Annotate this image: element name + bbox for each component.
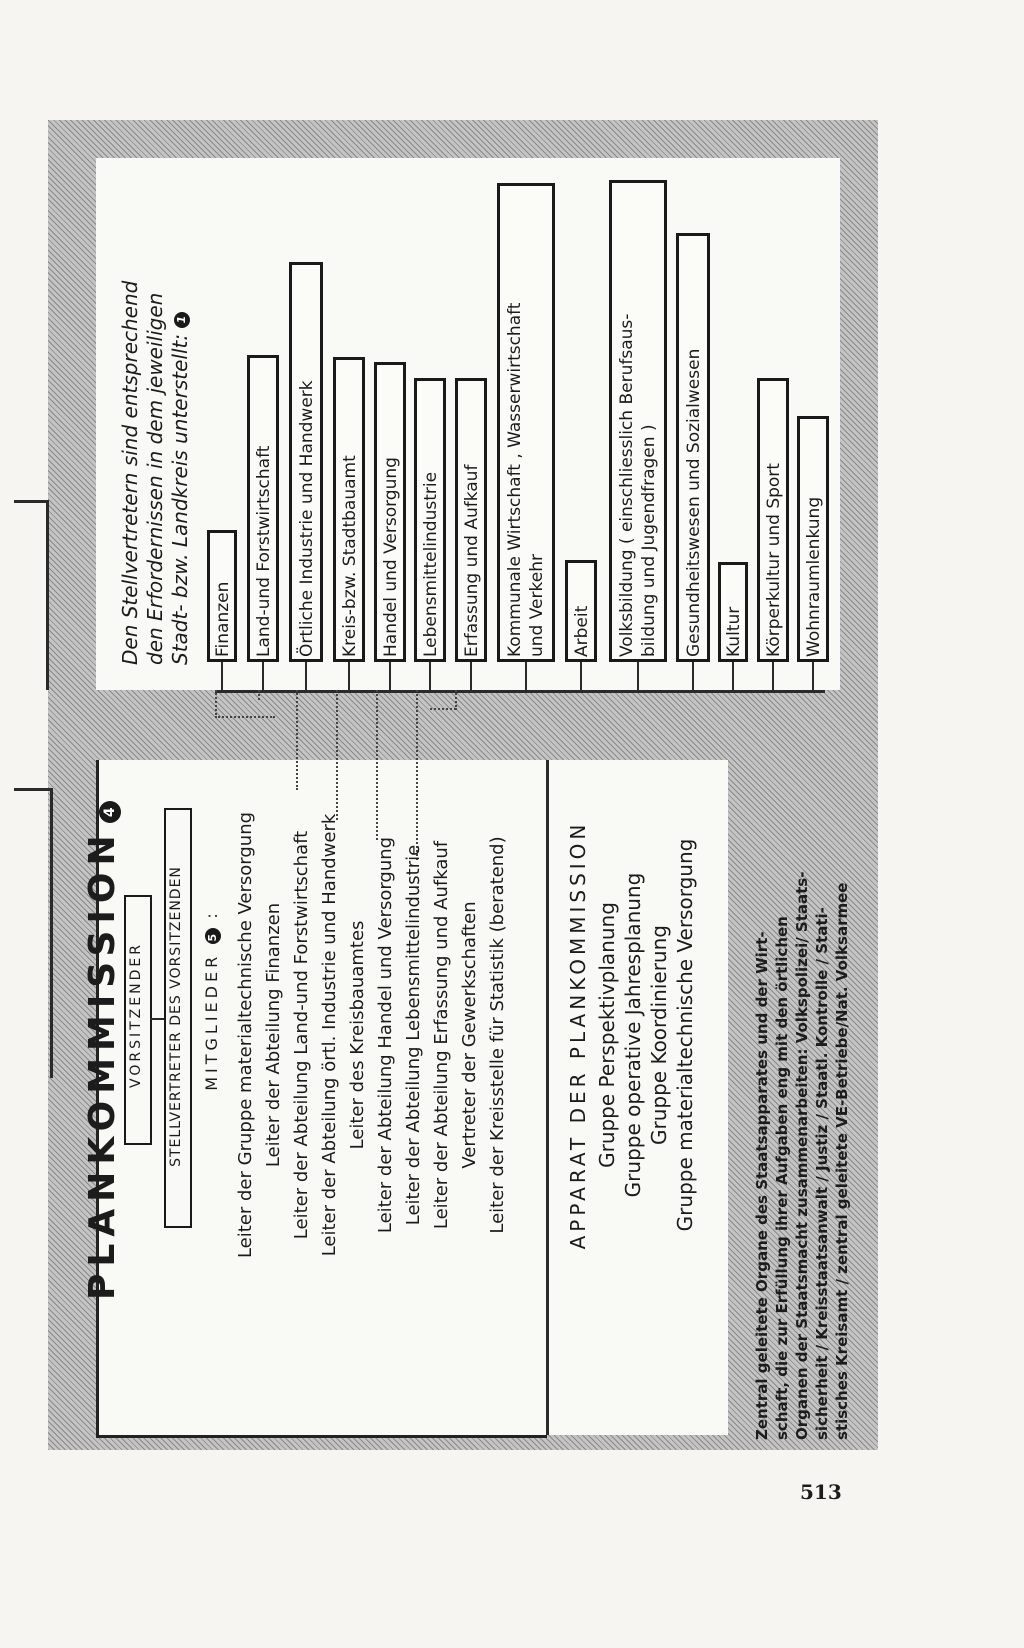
member-8: Leiter der Abteilung Erfassung und Aufkauf [431, 840, 452, 1230]
department-box [247, 355, 279, 662]
department-box [289, 262, 323, 662]
department-connector [429, 662, 431, 690]
footnote [752, 760, 852, 1440]
department-label-line-1: Gesundheitswesen und Sozialwesen [684, 348, 704, 657]
department-label-line-1: Wohnraumlenkung [804, 496, 824, 657]
mitglieder-marker: 5 [205, 928, 221, 944]
department-label [210, 533, 238, 665]
connector-top-h [14, 500, 48, 503]
department-label [800, 419, 829, 665]
department-label-line-2: bildung und Jugendfragen ) [639, 424, 659, 657]
plankommission-heading [82, 780, 123, 1300]
department-label [500, 186, 552, 665]
vorsitzender-text [128, 900, 144, 1130]
dotted-link-1h [215, 716, 275, 718]
connector-mid-h [14, 788, 52, 791]
department-connector [389, 662, 391, 690]
member-3: Leiter der Abteilung Land-und Forstwirtschaft [291, 830, 312, 1240]
department-label [250, 358, 279, 665]
department-label [612, 183, 664, 665]
department-box [374, 362, 406, 662]
intro-line-1: Den Stellvertretern sind entsprechend [118, 280, 142, 665]
department-box [676, 233, 710, 662]
department-box [797, 416, 829, 662]
department-label-line-1: Kommunale Wirtschaft , Wasserwirtschaft [505, 302, 525, 657]
department-box [757, 378, 789, 662]
department-label-line-2: und Verkehr [527, 554, 547, 657]
department-connector [580, 662, 582, 690]
apparat-block [562, 785, 698, 1285]
members-list [232, 785, 512, 1285]
department-connector [637, 662, 639, 690]
department-connector [772, 662, 774, 690]
department-box [414, 378, 446, 662]
department-label [458, 381, 487, 665]
dotted-link-3 [296, 690, 298, 790]
intro-marker: 1 [174, 312, 190, 328]
department-label-line-1: Land-und Forstwirtschaft [254, 445, 274, 657]
footnote-line-2: schaft, die zur Erfüllung ihrer Aufgaben eng mit den örtlichen [773, 916, 791, 1440]
department-bus [215, 690, 825, 693]
department-connector [812, 662, 814, 690]
member-2: Leiter der Abteilung Finanzen [263, 902, 284, 1168]
member-1: Leiter der Gruppe materialtechnische Versorgung [235, 811, 256, 1259]
apparat-item-2: Gruppe operative Jahresplanung [621, 872, 645, 1198]
member-5: Leiter des Kreisbauamtes [347, 920, 368, 1150]
mitglieder-label: MITGLIEDER [202, 952, 221, 1091]
apparat-title: APPARAT DER PLANKOMMISSION [566, 820, 590, 1250]
department-box [455, 378, 487, 662]
department-label-line-1: Volksbildung ( einschliesslich Berufsaus- [617, 313, 637, 657]
department-connector [348, 662, 350, 690]
department-label-line-1: Erfassung und Aufkauf [462, 464, 482, 657]
department-label-line-1: Kultur [724, 606, 744, 657]
mitglieder-heading: MITGLIEDER 5 : [202, 909, 221, 1091]
department-box [718, 562, 748, 662]
department-label-line-1: Arbeit [572, 605, 592, 657]
footnote-line-1: Zentral geleitete Organe des Staatsapparates und der Wirt- [753, 931, 771, 1440]
plankommission-title: PLANKOMMISSION [82, 828, 123, 1300]
apparat-item-4: Gruppe materialtechnische Versorgung [673, 838, 697, 1232]
intro-line-2: den Erfordernissen in dem jeweiligen [143, 292, 167, 665]
member-9: Vertreter der Gewerkschaften [459, 901, 480, 1169]
department-connector [262, 662, 264, 690]
department-label [568, 563, 597, 665]
department-label-line-1: Finanzen [213, 581, 233, 657]
page-number: 513 [800, 1480, 842, 1504]
connector-mid-v [50, 788, 53, 1078]
department-label [336, 360, 365, 665]
department-box [333, 357, 365, 662]
department-connector [305, 662, 307, 690]
member-10: Leiter der Kreisstelle für Statistik (beratend) [487, 836, 508, 1234]
dotted-link-2 [258, 690, 260, 700]
apparat-item-1: Gruppe Perspektivplanung [595, 902, 619, 1168]
department-box [207, 530, 237, 662]
plankommission-divider [546, 760, 549, 1435]
footnote-line-5: stisches Kreisamt / zentral geleitete VE-Betriebe/Nat. Volksarmee [833, 882, 851, 1440]
department-box [609, 180, 667, 662]
stellvertreter-label: STELLVERTRETER DES VORSITZENDEN [168, 866, 184, 1167]
member-6: Leiter der Abteilung Handel und Versorgung [375, 836, 396, 1234]
department-label [721, 565, 749, 665]
apparat-item-3: Gruppe Koordinierung [647, 925, 671, 1145]
department-label-line-1: Körperkultur und Sport [764, 463, 784, 657]
department-connector [525, 662, 527, 690]
intro-text [118, 215, 193, 665]
plankommission-marker: 4 [99, 801, 121, 823]
department-box [497, 183, 555, 662]
department-connector [470, 662, 472, 690]
department-connector [732, 662, 734, 690]
department-connector [221, 662, 223, 690]
department-label [292, 265, 322, 665]
department-label-line-1: Lebensmittelindustrie [421, 471, 441, 657]
member-7: Leiter der Abteilung Lebensmittelindustrie [403, 844, 424, 1226]
department-label [679, 236, 709, 665]
department-box [565, 560, 597, 662]
dotted-link-7h [430, 708, 456, 710]
department-label-line-1: Kreis-bzw. Stadtbauamt [340, 455, 360, 657]
department-label [377, 365, 406, 665]
intro-line-3: Stadt- bzw. Landkreis unterstellt: [168, 333, 192, 665]
footnote-line-3: Organen der Staatsmacht zusammenarbeiten: Volkspolizei/ Staats- [793, 871, 811, 1440]
intro-line-3-wrap [168, 215, 193, 665]
footnote-line-4: sicherheit / Kreisstaatsanwalt / Justiz / Staatl. Kontrolle / Stati- [813, 907, 831, 1440]
department-connector [692, 662, 694, 690]
dotted-link-7 [455, 690, 457, 710]
department-label [417, 381, 446, 665]
department-label-line-1: Handel und Versorgung [381, 457, 401, 657]
department-label-line-1: Örtliche Industrie und Handwerk [297, 380, 317, 657]
department-label [760, 381, 789, 665]
dotted-link-1 [215, 690, 217, 718]
stellvertreter-text [168, 819, 184, 1214]
vorsitzender-label: VORSITZENDER [128, 942, 144, 1088]
connector-top-v [46, 500, 49, 690]
member-4: Leiter der Abteilung örtl. Industrie und Handwerk [319, 813, 340, 1257]
